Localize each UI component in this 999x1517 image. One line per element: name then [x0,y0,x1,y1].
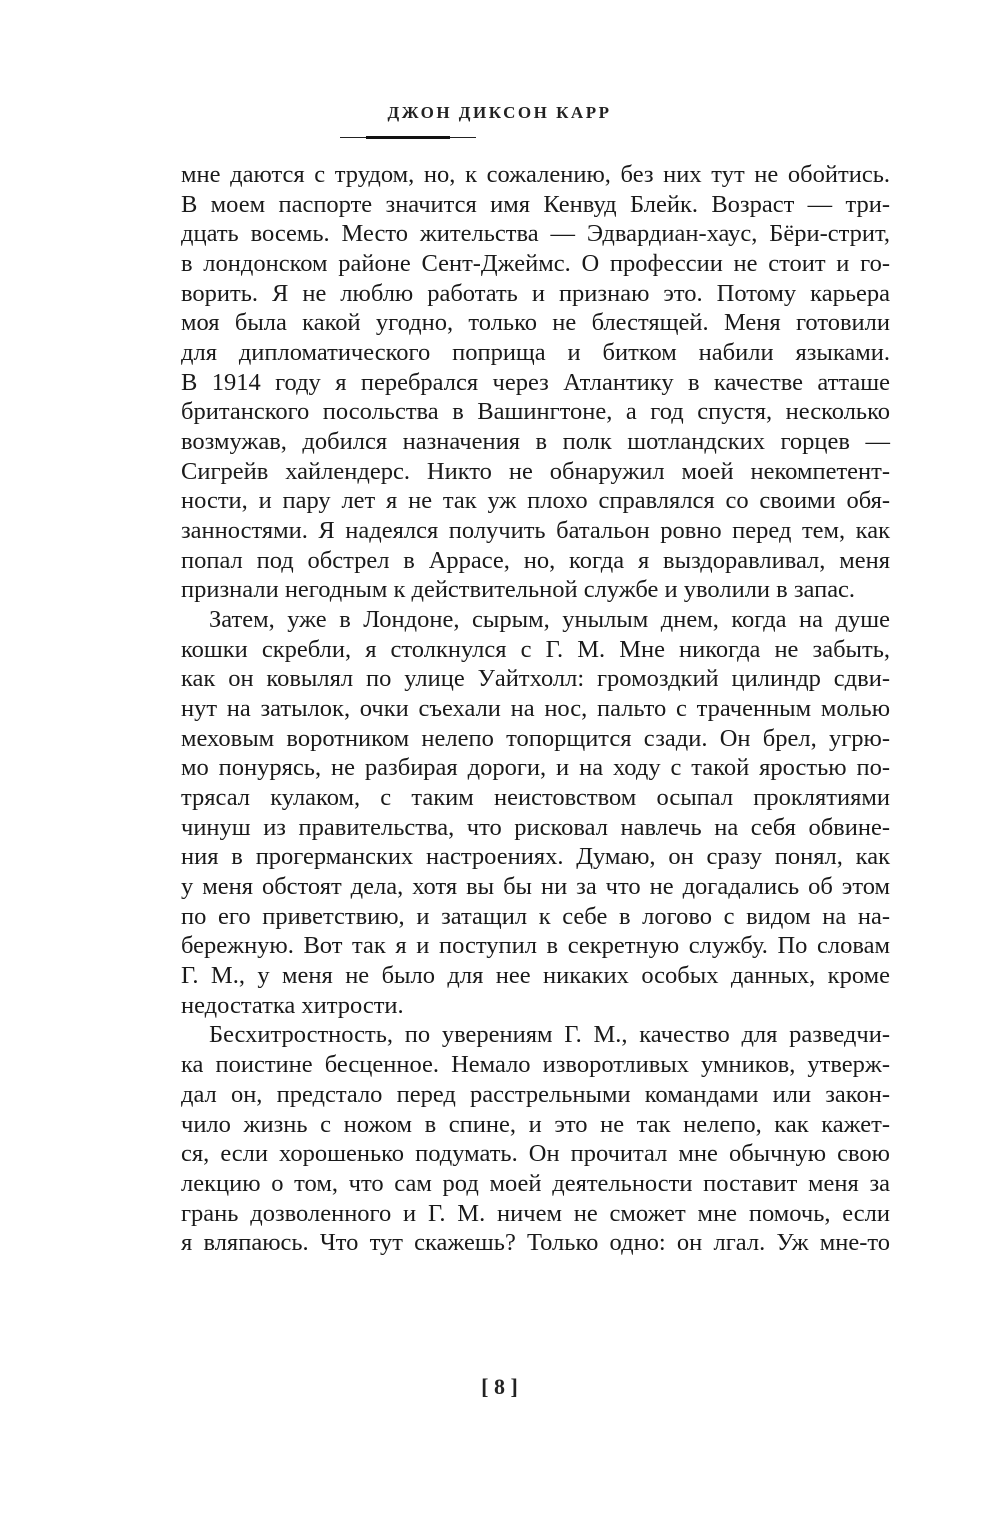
text-line: дал он, предстало перед расстрельными командами или закон- [181,1080,890,1108]
text-line: у меня обстоят дела, хотя вы бы ни за что не догадались об этом [181,873,890,901]
text-line: нут на затылок, очки съехали на нос, пальто с траченным молью [181,695,890,723]
text-line: ности, и пару лет я не так уж плохо справлялся со своими обя- [181,487,890,515]
text-line: недостатка хитрости. [181,991,404,1019]
text-line: мо понурясь, не разбирая дороги, и на ходу с такой яростью по- [181,754,890,782]
text-line: Бесхитростность, по уверениям Г. М., качество для разведчи- [209,1021,890,1049]
text-line: моя была какой угодно, только не блестящей. Меня готовили [181,309,890,337]
text-line: В 1914 году я перебрался через Атлантику в качестве атташе [181,368,890,396]
text-line: в лондонском районе Сент-Джеймс. О профессии не стоит и го- [181,250,890,278]
text-line: ворить. Я не люблю работать и признаю это. Потому карьера [181,279,890,307]
running-head: ДЖОН ДИКСОН КАРР [387,103,612,122]
page-number: [ 8 ] [481,1374,518,1399]
text-line: чило жизнь с ножом в спине, и это не так нелепо, как кажет- [181,1110,890,1138]
header-rule-accent [366,136,450,139]
text-line: я вляпаюсь. Что тут скажешь? Только одно: он лгал. Уж мне-то [181,1229,890,1257]
text-line: мне даются с трудом, но, к сожалению, без них тут не обойтись. [181,161,890,188]
text-line: меховым воротником нелепо топорщится сзади. Он брел, угрю- [181,724,890,752]
text-line: ка поистине бесценное. Немало изворотливых умников, утверж- [181,1051,890,1079]
text-line: дцать восемь. Место жительства — Эдвардиан-хаус, Бёри-стрит, [181,220,890,248]
text-line: трясал кулаком, с таким неистовством осыпал проклятиями [181,784,890,812]
text-line: по его приветствию, и затащил к себе в логово с видом на на- [181,902,890,930]
text-line: как он ковылял по улице Уайтхолл: громоздкий цилиндр сдви- [181,665,890,693]
text-line: занностями. Я надеялся получить батальон ровно перед тем, как [181,517,890,545]
text-line: чинуш из правительства, что рисковал навлечь на себя обвине- [181,813,890,841]
text-line: грань дозволенного и Г. М. ничем не сможет мне помочь, если [181,1199,890,1227]
text-line: возмужав, добился назначения в полк шотландских горцев — [181,428,890,456]
text-line: попал под обстрел в Аррасе, но, когда я выздоравливал, меня [181,546,890,574]
text-line: Сигрейв хайлендерс. Никто не обнаружил моей некомпетент- [181,457,890,485]
text-line: британского посольства в Вашингтоне, а год спустя, несколько [181,398,890,426]
body-text [181,160,890,1258]
text-line: для дипломатического поприща и битком набили языками. [181,339,890,367]
text-line: ния в прогерманских настроениях. Думаю, он сразу понял, как [181,843,890,871]
text-line: Затем, уже в Лондоне, сырым, унылым днем, когда на душе [209,606,890,634]
text-line: бережную. Вот так я и поступил в секретную службу. По словам [181,932,890,960]
text-line: кошки скребли, я столкнулся с Г. М. Мне никогда не забыть, [181,635,890,663]
text-line: В моем паспорте значится имя Кенвуд Блейк. Возраст — три- [181,190,890,218]
text-line: лекцию о том, что сам род моей деятельности поставит меня за [181,1169,890,1197]
text-line: ся, если хорошенько подумать. Он прочитал мне обычную свою [181,1140,890,1168]
text-line: Г. М., у меня не было для нее никаких особых данных, кроме [181,962,890,990]
text-line: признали негодным к действительной службе и уволили в запас. [181,576,856,604]
